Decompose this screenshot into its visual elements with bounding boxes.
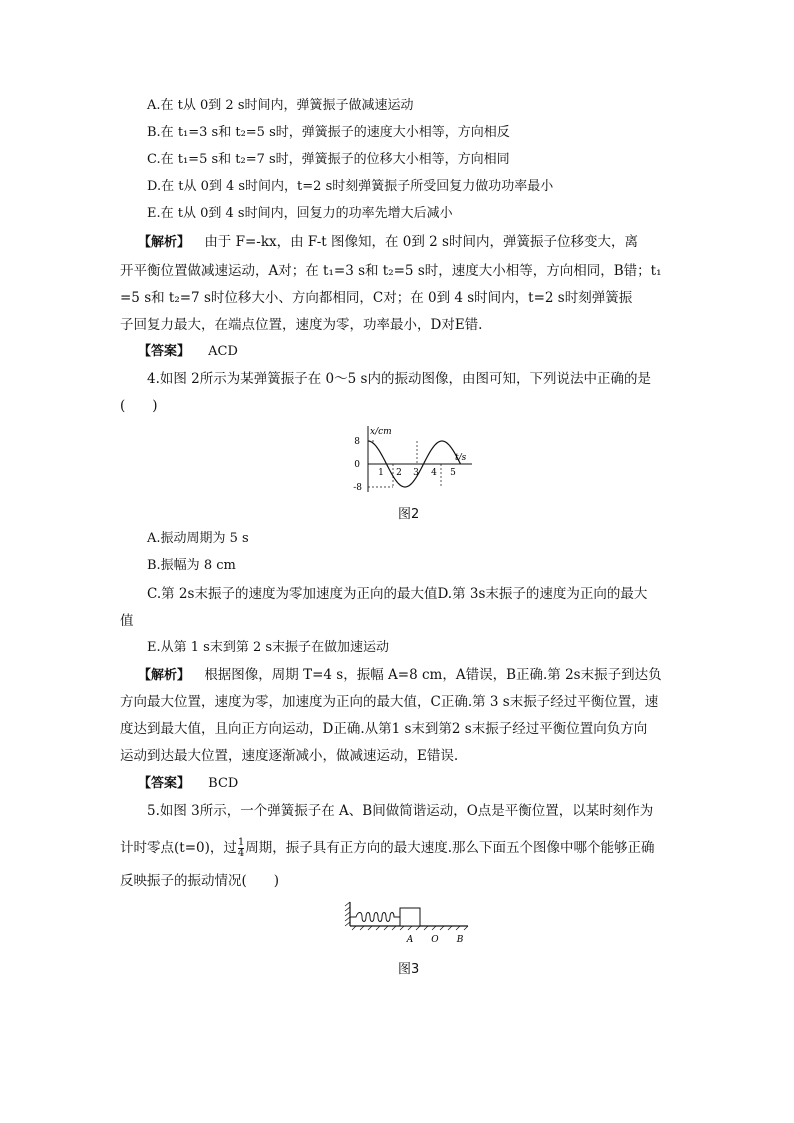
q4-option-b: B.振幅为 8 cm	[147, 558, 236, 573]
q4-option-d-cont: 值	[120, 613, 134, 629]
q5-stem-line-3: 反映振子的振动情况( )	[120, 873, 280, 889]
answer-value: ACD	[208, 344, 238, 359]
q4-analysis-line-1: 【解析】 根据图像，周期 T=4 s，振幅 A=8 cm，A错误，B正确.第 2s末振子到达负	[138, 667, 662, 683]
y-axis-label: x/cm	[370, 427, 392, 437]
analysis-label: 【解析】	[138, 235, 191, 250]
figure-3-caption: 图3	[398, 962, 420, 977]
label-a: A	[406, 935, 414, 945]
figure-3-spring-oscillator	[344, 898, 472, 946]
q4-analysis-line-4: 运动到达最大位置，速度逐渐减小，做减速运动，E错误.	[120, 748, 459, 764]
fraction-one-quarter: $\frac{1}{4}$	[237, 837, 245, 859]
q4-analysis-line-2: 方向最大位置，速度为零，加速度为正向的最大值，C正确.第 3 s末振子经过平衡位置，速	[120, 694, 659, 710]
block	[400, 908, 420, 926]
q4-option-c-d: C.第 2s末振子的速度为零加速度为正向的最大值D.第 3s末振子的速度为正向的最大	[147, 586, 648, 602]
q3-analysis-line-4: 子回复力最大，在端点位置，速度为零，功率最小，D对E错.	[120, 317, 483, 333]
q3-answer	[138, 343, 238, 361]
q3-option-e: E.在 t从 0到 4 s时间内，回复力的功率先增大后减小	[147, 206, 453, 221]
q4-answer: 【答案】 BCD	[138, 776, 239, 791]
figure-2-caption: 图2	[398, 507, 420, 522]
q3-option-b: B.在 t₁=3 s和 t₂=5 s时，弹簧振子的速度大小相等，方向相反	[147, 125, 510, 140]
x-tick-5: 5	[450, 468, 456, 478]
q3-analysis-line-2: 开平衡位置做减速运动，A对；在 t₁=3 s和 t₂=5 s时，速度大小相等，方向相同，B错；t₁	[120, 263, 662, 279]
q4-option-a: A.振动周期为 5 s	[147, 531, 249, 546]
q5-stem-line-2: 计时零点(t=0)，过 $\frac{1}{4}$ 周期，振子具有正方向的最大速度.那么下面五个图像中哪个能够正确	[120, 837, 655, 859]
y-tick-0: 0	[354, 460, 360, 470]
spring	[350, 913, 400, 922]
q3-analysis-line-3: =5 s和 t₂=7 s时位移大小、方向都相同，C对；在 0到 4 s时间内，t=2 s时刻弹簧振	[120, 290, 633, 306]
q5-stem-line-1: 5.如图 3所示，一个弹簧振子在 A、B间做简谐运动，O点是平衡位置，以某时刻作为	[147, 803, 654, 819]
answer-label: 【答案】	[138, 344, 191, 359]
label-o: O	[431, 935, 439, 945]
q4-stem-line-1: 4.如图 2所示为某弹簧振子在 0～5 s内的振动图像，由图可知，下列说法中正确的是	[147, 371, 651, 387]
q3-analysis-line-1: 【解析】 由于 F=-kx，由 F-t 图像知，在 0到 2 s时间内，弹簧振子位移变大，离	[138, 234, 638, 250]
y-tick-8: 8	[354, 437, 360, 447]
x-tick-1: 1	[378, 468, 384, 478]
q4-option-e: E.从第 1 s末到第 2 s末振子在做加速运动	[147, 640, 390, 655]
q3-option-d: D.在 t从 0到 4 s时间内，t=2 s时刻弹簧振子所受回复力做功功率最小	[147, 179, 554, 194]
q4-analysis-line-3: 度达到最大值，且向正方向运动，D正确.从第1 s末到第2 s末振子经过平衡位置向负方向	[120, 721, 648, 737]
q3-option-a: A.在 t从 0到 2 s时间内，弹簧振子做减速运动	[147, 98, 414, 113]
figure-2-vibration-graph	[338, 422, 478, 494]
x-tick-2: 2	[396, 468, 402, 478]
y-tick-neg8: -8	[353, 483, 362, 493]
q3-option-c: C.在 t₁=5 s和 t₂=7 s时，弹簧振子的位移大小相等，方向相同	[147, 152, 510, 167]
q4-stem-line-2: ( )	[120, 398, 158, 414]
x-tick-4: 4	[431, 468, 437, 478]
label-b: B	[456, 935, 464, 945]
x-tick-3: 3	[413, 468, 419, 478]
x-axis-label: t/s	[455, 453, 467, 463]
